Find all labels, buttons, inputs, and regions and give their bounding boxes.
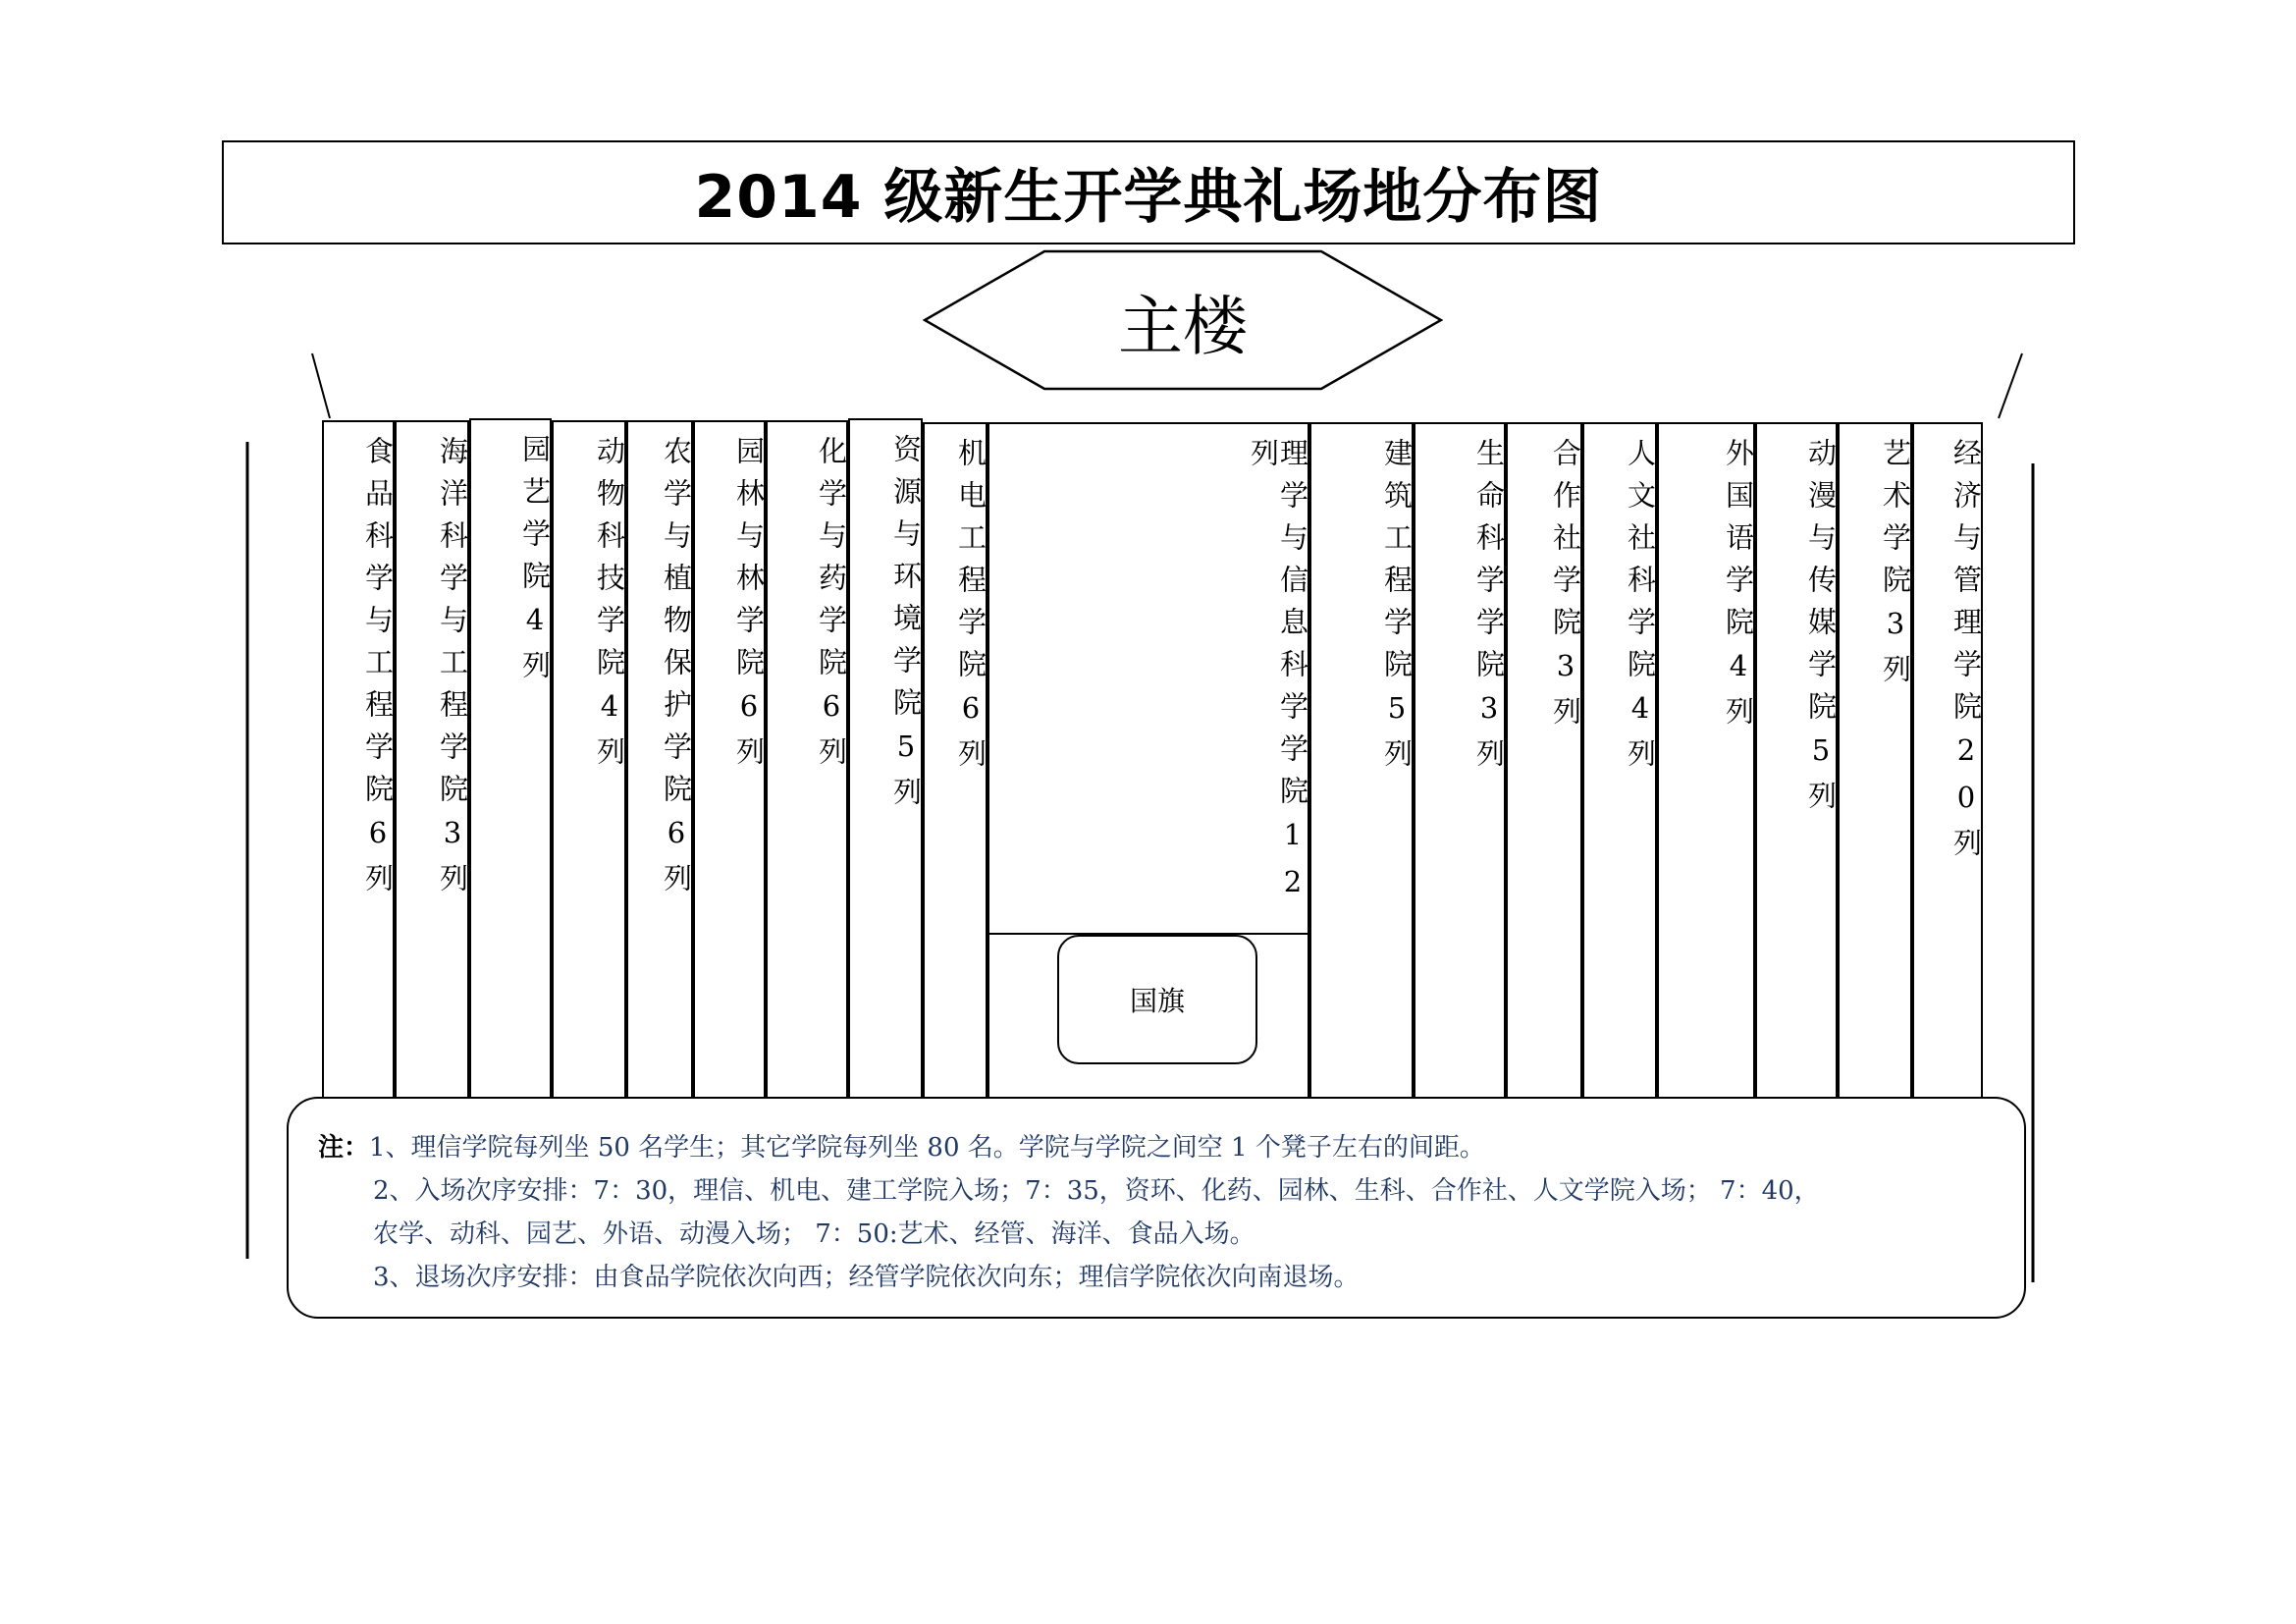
college-label: 食品科学与工程学院6列	[361, 436, 395, 905]
college-label: 园艺学院4列	[518, 434, 552, 692]
college-label: 动物科技学院4列	[593, 436, 626, 779]
note-line-3: 农学、动科、园艺、外语、动漫入场； 7：50:艺术、经管、海洋、食品入场。	[373, 1219, 1255, 1249]
college-label: 生命科学学院3列	[1472, 438, 1506, 781]
college-column	[1657, 422, 1755, 1104]
college-column	[552, 420, 626, 1100]
college-column	[469, 418, 552, 1100]
college-column	[1506, 422, 1582, 1100]
college-label: 合作社学院3列	[1549, 438, 1582, 738]
college-label: 理学与信息科学学院12列	[1247, 438, 1309, 912]
college-label: 艺术学院3列	[1879, 438, 1912, 696]
college-label: 化学与药学院6列	[815, 436, 848, 779]
college-column	[848, 418, 923, 1100]
college-column	[626, 420, 693, 1100]
college-label: 资源与环境学院5列	[889, 434, 923, 819]
college-column	[1309, 422, 1414, 1100]
flag-box	[1057, 935, 1257, 1064]
college-label: 建筑工程学院5列	[1380, 438, 1414, 781]
college-column	[322, 420, 395, 1100]
college-label: 农学与植物保护学院6列	[660, 436, 693, 905]
college-label: 经济与管理学院20列	[1949, 438, 1983, 870]
college-column	[1912, 422, 1983, 1100]
college-column	[693, 420, 766, 1104]
college-column	[1838, 422, 1912, 1100]
note-line-4: 3、退场次序安排：由食品学院依次向西；经管学院依次向东；理信学院依次向南退场。	[373, 1263, 1360, 1292]
college-label: 人文社科学院4列	[1624, 438, 1657, 781]
note-text-1: 1、理信学院每列坐 50 名学生；其它学院每列坐 80 名。学院与学院之间空 1 个凳子左右的间距。	[369, 1133, 1485, 1163]
college-label: 园林与林学院6列	[732, 436, 766, 779]
college-column	[988, 422, 1309, 935]
college-label: 海洋科学与工程学院3列	[436, 436, 469, 905]
college-column	[395, 420, 469, 1100]
college-column	[766, 420, 848, 1100]
college-label: 机电工程学院6列	[954, 438, 988, 781]
college-column	[923, 422, 988, 1100]
right-outer-line	[1999, 353, 2022, 418]
college-column	[1582, 422, 1657, 1100]
page-title: 2014 级新生开学典礼场地分布图	[694, 163, 1603, 232]
college-label: 动漫与传媒学院5列	[1804, 438, 1838, 823]
main-building-label: 主楼	[1118, 288, 1248, 364]
college-label: 外国语学院4列	[1722, 438, 1755, 738]
college-column	[1755, 422, 1838, 1104]
left-outer-line	[312, 353, 330, 418]
note-line-1	[318, 1127, 1485, 1164]
flag-label: 国旗	[1129, 985, 1185, 1017]
college-column	[1414, 422, 1506, 1100]
note-prefix: 注：	[318, 1133, 370, 1163]
note-line-2: 2、入场次序安排：7：30，理信、机电、建工学院入场；7：35，资环、化药、园林、生科、合作社、人文学院入场； 7：40，	[373, 1176, 1820, 1206]
